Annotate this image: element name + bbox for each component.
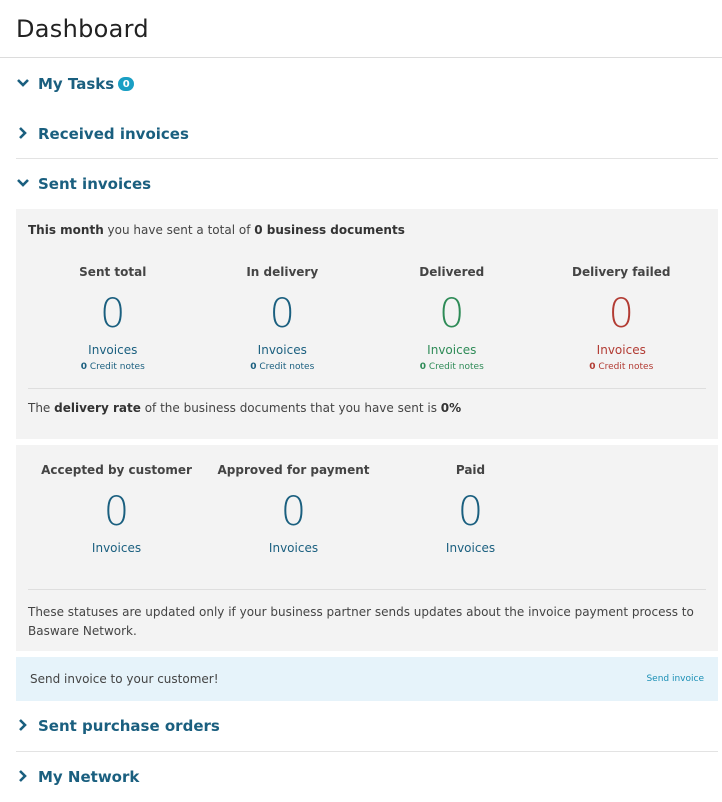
stat-invoices-link[interactable]: Invoices: [427, 343, 477, 357]
status-footnote: These statuses are updated only if your business partner sends updates about the invoice payment process to Basware Network.: [28, 605, 694, 638]
section-sent-invoices[interactable]: [0, 159, 722, 209]
summary-text: you have sent a total of: [103, 223, 255, 237]
section-my-tasks[interactable]: [0, 58, 722, 110]
stat-label: Sent total: [79, 265, 147, 279]
payment-stats: [16, 445, 718, 555]
delivery-stats: [16, 265, 718, 372]
received-invoices-label: Received invoices: [38, 125, 189, 143]
sent-invoices-label: Sent invoices: [38, 175, 152, 193]
stat-label: Approved for payment: [217, 463, 370, 477]
stat-invoices-link[interactable]: Invoices: [445, 541, 496, 555]
stat-approved: [205, 463, 382, 555]
my-tasks-label: My Tasks: [38, 75, 115, 93]
stat-invoices-link[interactable]: Invoices: [268, 541, 319, 555]
stat-credit-notes[interactable]: 0 Credit notes: [589, 362, 654, 372]
chevron-down-icon: [16, 176, 32, 192]
stat-label: Paid: [455, 463, 486, 477]
chevron-right-icon: [16, 126, 32, 142]
stat-label: In delivery: [246, 265, 319, 279]
stat-credit-notes[interactable]: 0 Credit notes: [250, 362, 315, 372]
sent-summary-panel: [16, 209, 718, 439]
stat-value: 0: [439, 291, 465, 337]
section-received-invoices[interactable]: [0, 110, 722, 158]
stat-label: Delivered: [419, 265, 485, 279]
stat-value: 0: [100, 291, 126, 337]
chevron-right-icon: [16, 769, 32, 785]
stat-invoices-link[interactable]: Invoices: [91, 541, 142, 555]
stat-delivery-failed: [537, 265, 707, 372]
stat-invoices-link[interactable]: Invoices: [257, 343, 307, 357]
stat-credit-notes[interactable]: 0 Credit notes: [419, 362, 484, 372]
send-invoice-banner: [16, 657, 718, 701]
stat-invoices-link[interactable]: Invoices: [596, 343, 646, 357]
monthly-summary: [16, 209, 718, 237]
my-network-label: My Network: [38, 768, 140, 786]
stat-in-delivery: [198, 265, 368, 372]
stat-delivered: [367, 265, 537, 372]
payment-status-panel: [16, 445, 718, 651]
stat-label: Delivery failed: [572, 265, 671, 279]
task-count-badge: 0: [118, 77, 134, 91]
stat-label: Accepted by customer: [41, 463, 192, 477]
stat-value: 0: [103, 489, 130, 535]
send-invoice-link[interactable]: Send invoice: [646, 674, 704, 684]
chevron-down-icon: [16, 76, 32, 92]
stat-value: 0: [457, 489, 484, 535]
stat-paid: [382, 463, 559, 555]
section-sent-purchase-orders[interactable]: [0, 701, 722, 751]
summary-period: This month: [28, 223, 104, 237]
delivery-rate-text: The delivery rate of the business documents that you have sent is 0%: [28, 401, 462, 415]
delivery-rate-value: 0%: [440, 401, 462, 415]
stat-credit-notes[interactable]: 0 Credit notes: [80, 362, 145, 372]
page-header: [0, 0, 722, 58]
section-my-network[interactable]: [0, 752, 722, 802]
stat-accepted: [28, 463, 205, 555]
summary-total: 0 business documents: [254, 223, 405, 237]
page-title: Dashboard: [16, 14, 149, 43]
stat-invoices-link[interactable]: Invoices: [88, 343, 138, 357]
banner-text: Send invoice to your customer!: [30, 672, 219, 686]
stat-value: 0: [280, 489, 307, 535]
stat-sent-total: [28, 265, 198, 372]
stat-value: 0: [608, 291, 634, 337]
sent-purchase-orders-label: Sent purchase orders: [38, 717, 220, 735]
chevron-right-icon: [16, 718, 32, 734]
stat-value: 0: [269, 291, 295, 337]
